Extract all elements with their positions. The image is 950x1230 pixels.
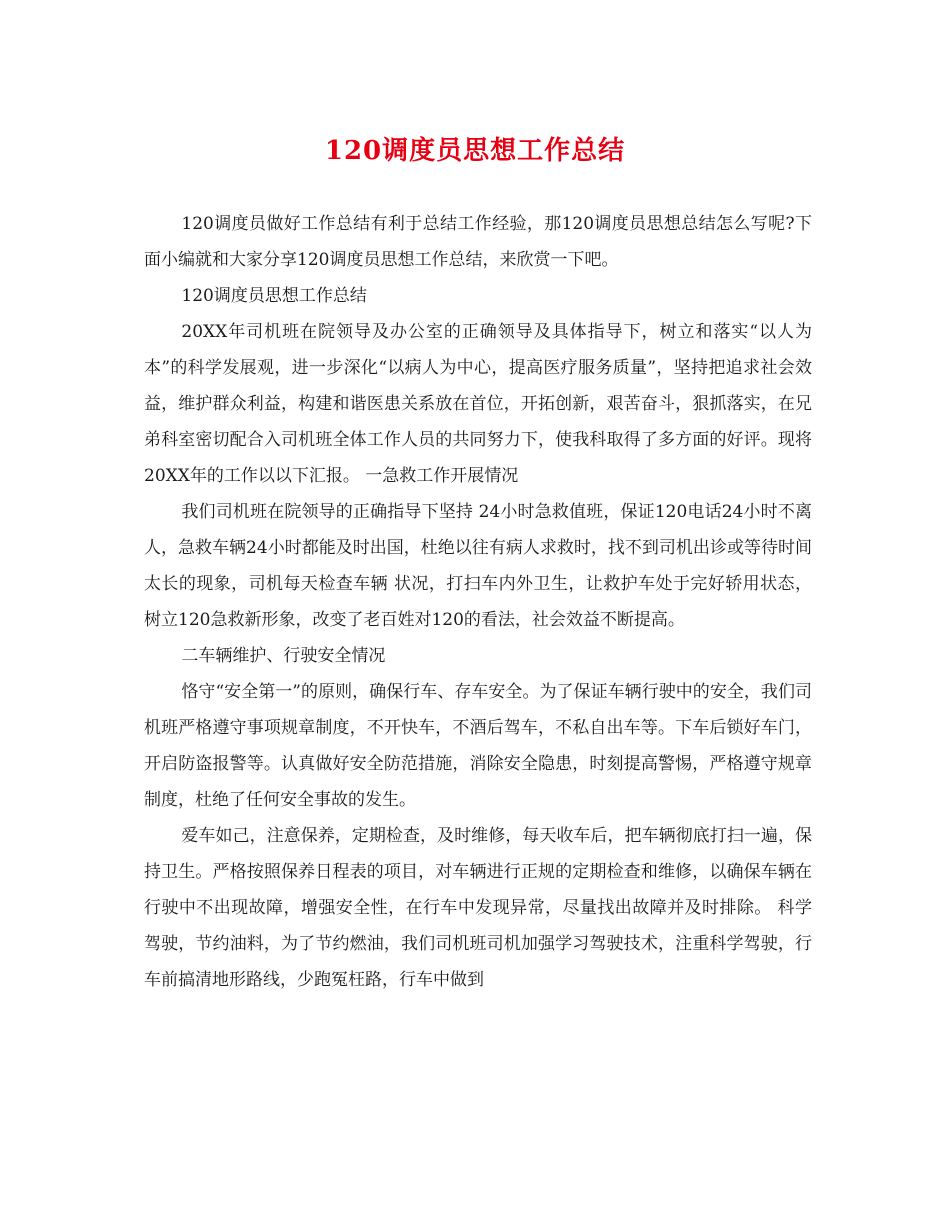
body-paragraph: 20XX年司机班在院领导及办公室的正确领导及具体指导下，树立和落实“以人为本”的科学发展观，进一步深化“以病人为中心，提高医疗服务质量”，坚持把追求社会效益，维护群众利益，构建和谐医患关系放在首位，开拓创新，艰苦奋斗，狠抓落实，在兄弟科室密切配合入司机班全体工作人员的共同努力下，使我科取得了多方面的好评。现将20XX年的工作以以下汇报。 一急救工作开展情况 — [144, 322, 812, 486]
document-body — [144, 206, 812, 998]
body-paragraph: 恪守“安全第一”的原则，确保行车、存车安全。为了保证车辆行驶中的安全，我们司机班严格遵守事项规章制度，不开快车，不酒后驾车，不私自出车等。下车后锁好车门，开启防盗报警等。认真做好安全防范措施，消除安全隐患，时刻提高警惕，严格遵守规章制度，杜绝了任何安全事故的发生。 — [144, 682, 812, 810]
body-paragraph: 爱车如己，注意保养，定期检查，及时维修，每天收车后，把车辆彻底打扫一遍，保持卫生。严格按照保养日程表的项目，对车辆进行正规的定期检查和维修，以确保车辆在行驶中不出现故障，增强安全性，在行车中发现异常，尽量找出故障并及时排除。 科学驾驶，节约油料，为了节约燃油，我们司机班司机加强学习驾驶技术，注重科学驾驶，行车前搞清地形路线，少跑冤枉路，行车中做到 — [144, 826, 812, 990]
body-paragraph: 120调度员做好工作总结有利于总结工作经验，那120调度员思想总结怎么写呢?下面小编就和大家分享120调度员思想工作总结，来欣赏一下吧。 — [144, 214, 812, 270]
document-title: 120调度员思想工作总结 — [324, 136, 626, 166]
section-heading: 二车辆维护、行驶安全情况 — [181, 646, 386, 666]
body-paragraph: 我们司机班在院领导的正确指导下坚持 24小时急救值班，保证120电话24小时不离人，急救车辆24小时都能及时出国，杜绝以往有病人求救时，找不到司机出诊或等待时间太长的现象，司机每天检查车辆 状况，打扫车内外卫生，让救护车处于完好轿用状态，树立120急救新形象，改变了老百姓对120的看法，社会效益不断提高。 — [144, 502, 812, 630]
section-heading: 120调度员思想工作总结 — [181, 286, 367, 306]
